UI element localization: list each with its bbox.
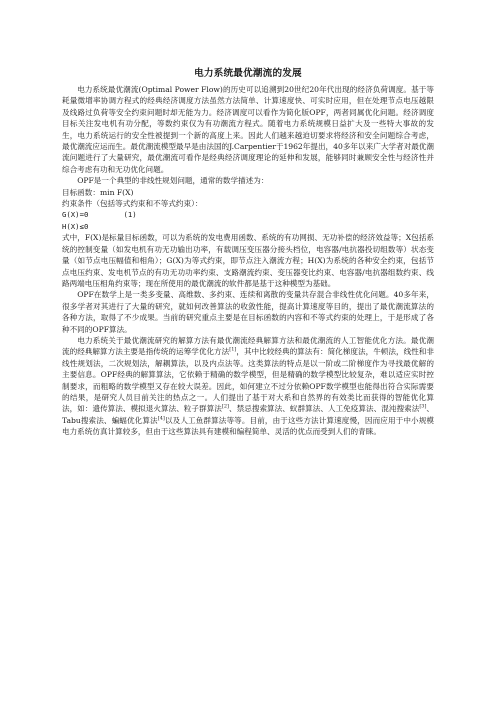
paragraph: OPF是一个典型的非线性规划问题，通常的数学描述为：: [77, 176, 269, 186]
reference-marker: [3]: [419, 403, 427, 410]
paragraph: 式中，F(X)是标量目标函数，可以为系统的发电费用函数、系统的有功网损、无功补偿的经济效益等；X包括系统的控制变量（如发电机有功无功输出功率，有载调压变压器分接头档位，电容器/电抗器投切组数等）状态变量（如节点电压幅值和相角）；G(X)为等式约束，即节点注入潮流方程；H(X)为系统的各种安全约束，包括节点电压约束、发电机节点的有功无功功率约束、支路潮流约束、变压器变比约束、电容器/电抗器组数约束、线路两端电压相角约束等；现在所使用的最优潮流的软件都是基于这种模型为基础。: [62, 233, 434, 288]
document-body: [62, 84, 434, 438]
reference-marker: [1]: [229, 346, 237, 353]
reference-marker: [4]: [157, 415, 165, 422]
formula-line: H(X)≤0: [62, 221, 89, 231]
reference-marker: [2]: [221, 403, 229, 410]
paragraph: 电力系统关于最优潮流研究的解算方法有最优潮流经典解算方法和最优潮流的人工智能优化方法。最优潮流的经典解算方法主要是指传统的运筹学优化方法[1]，其中比较经典的算法有：简化梯度法，牛顿法，线性和非线性规划法，二次规划法，解耦算法，以及内点法等。这类算法的特点是以一阶或二阶梯度作为寻找最优解的主要信息。OPF经典的解算算法，它依赖于精确的数学模型，但是精确的数学模型比较复杂，难以适应实时控制要求，而粗略的数学模型又存在较大误差。因此，如何建立不过分依赖OPF数学模型也能得出符合实际需要的结果，是研究人员目前关注的热点之一。人们提出了基于对大系和自然界的有效类比而获得的智能优化算法，如：遗传算法、模拟退火算法、粒子群算法[2]、禁忌搜索算法、蚁群算法、人工免疫算法、混沌搜索法[3]、Tabu搜索法、蝙蝠优化算法[4]以及人工鱼群算法等等。目前，由于这些方法计算速度慢，因而应用于中小规模电力系统仿真计算较多，但由于这些算法具有建模和编程简单、灵活的优点而受到人们的青睐。: [62, 335, 435, 437]
paragraph: 约束条件（包括等式约束和不等式约束）：: [62, 199, 203, 209]
formula-line: G(X)=0 (1): [62, 210, 137, 220]
paragraph: 电力系统最优潮流(Optimal Power Flow)的历史可以追溯到20世纪20年代出现的经济负荷调度。基于等耗量微增率协调方程式的经典经济调度方法虽然方法简单、计算速度快、可实时应用，但在处理节点电压越限及线路过负荷等安全约束问题时却无能为力。经济调度可以看作为简化版OPF，两者同属优化问题。经济调度目标关注发电机有功分配，等数约束仅为有功潮流方程式。随着电力系统规模日益扩大及一些特大事故的发生，电力系统运行的安全性被提到一个新的高度上来。因此人们越来越迫切要求将经济和安全问题综合考虑，最优潮流应运而生。最优潮流模型最早是由法国的J.Carpentier于1962年提出，40多年以来广大学者对最优潮流问题进行了大量研究，最优潮流可看作是经典经济调度理论的延伸和发展，能够同时兼顾安全性与经济性并综合考虑有功和无功优化问题。: [62, 85, 434, 174]
paragraph: 目标函数：min F(X): [62, 187, 134, 197]
document-title: 电力系统最优潮流的发展: [194, 68, 302, 79]
paragraph: OPF在数学上是一类多变量、高维数、多约束、连续和离散的变量共存混合非线性优化问题。40多年来，很多学者对其进行了大量的研究，就如何改善算法的收敛性能，提高计算速度等目的，提出了最优潮流算法的各种方法，取得了不少成果。当前的研究重点主要是在目标函数的内容和不等式约束的处理上，于是形成了各种不同的OPF算法。: [62, 290, 434, 334]
